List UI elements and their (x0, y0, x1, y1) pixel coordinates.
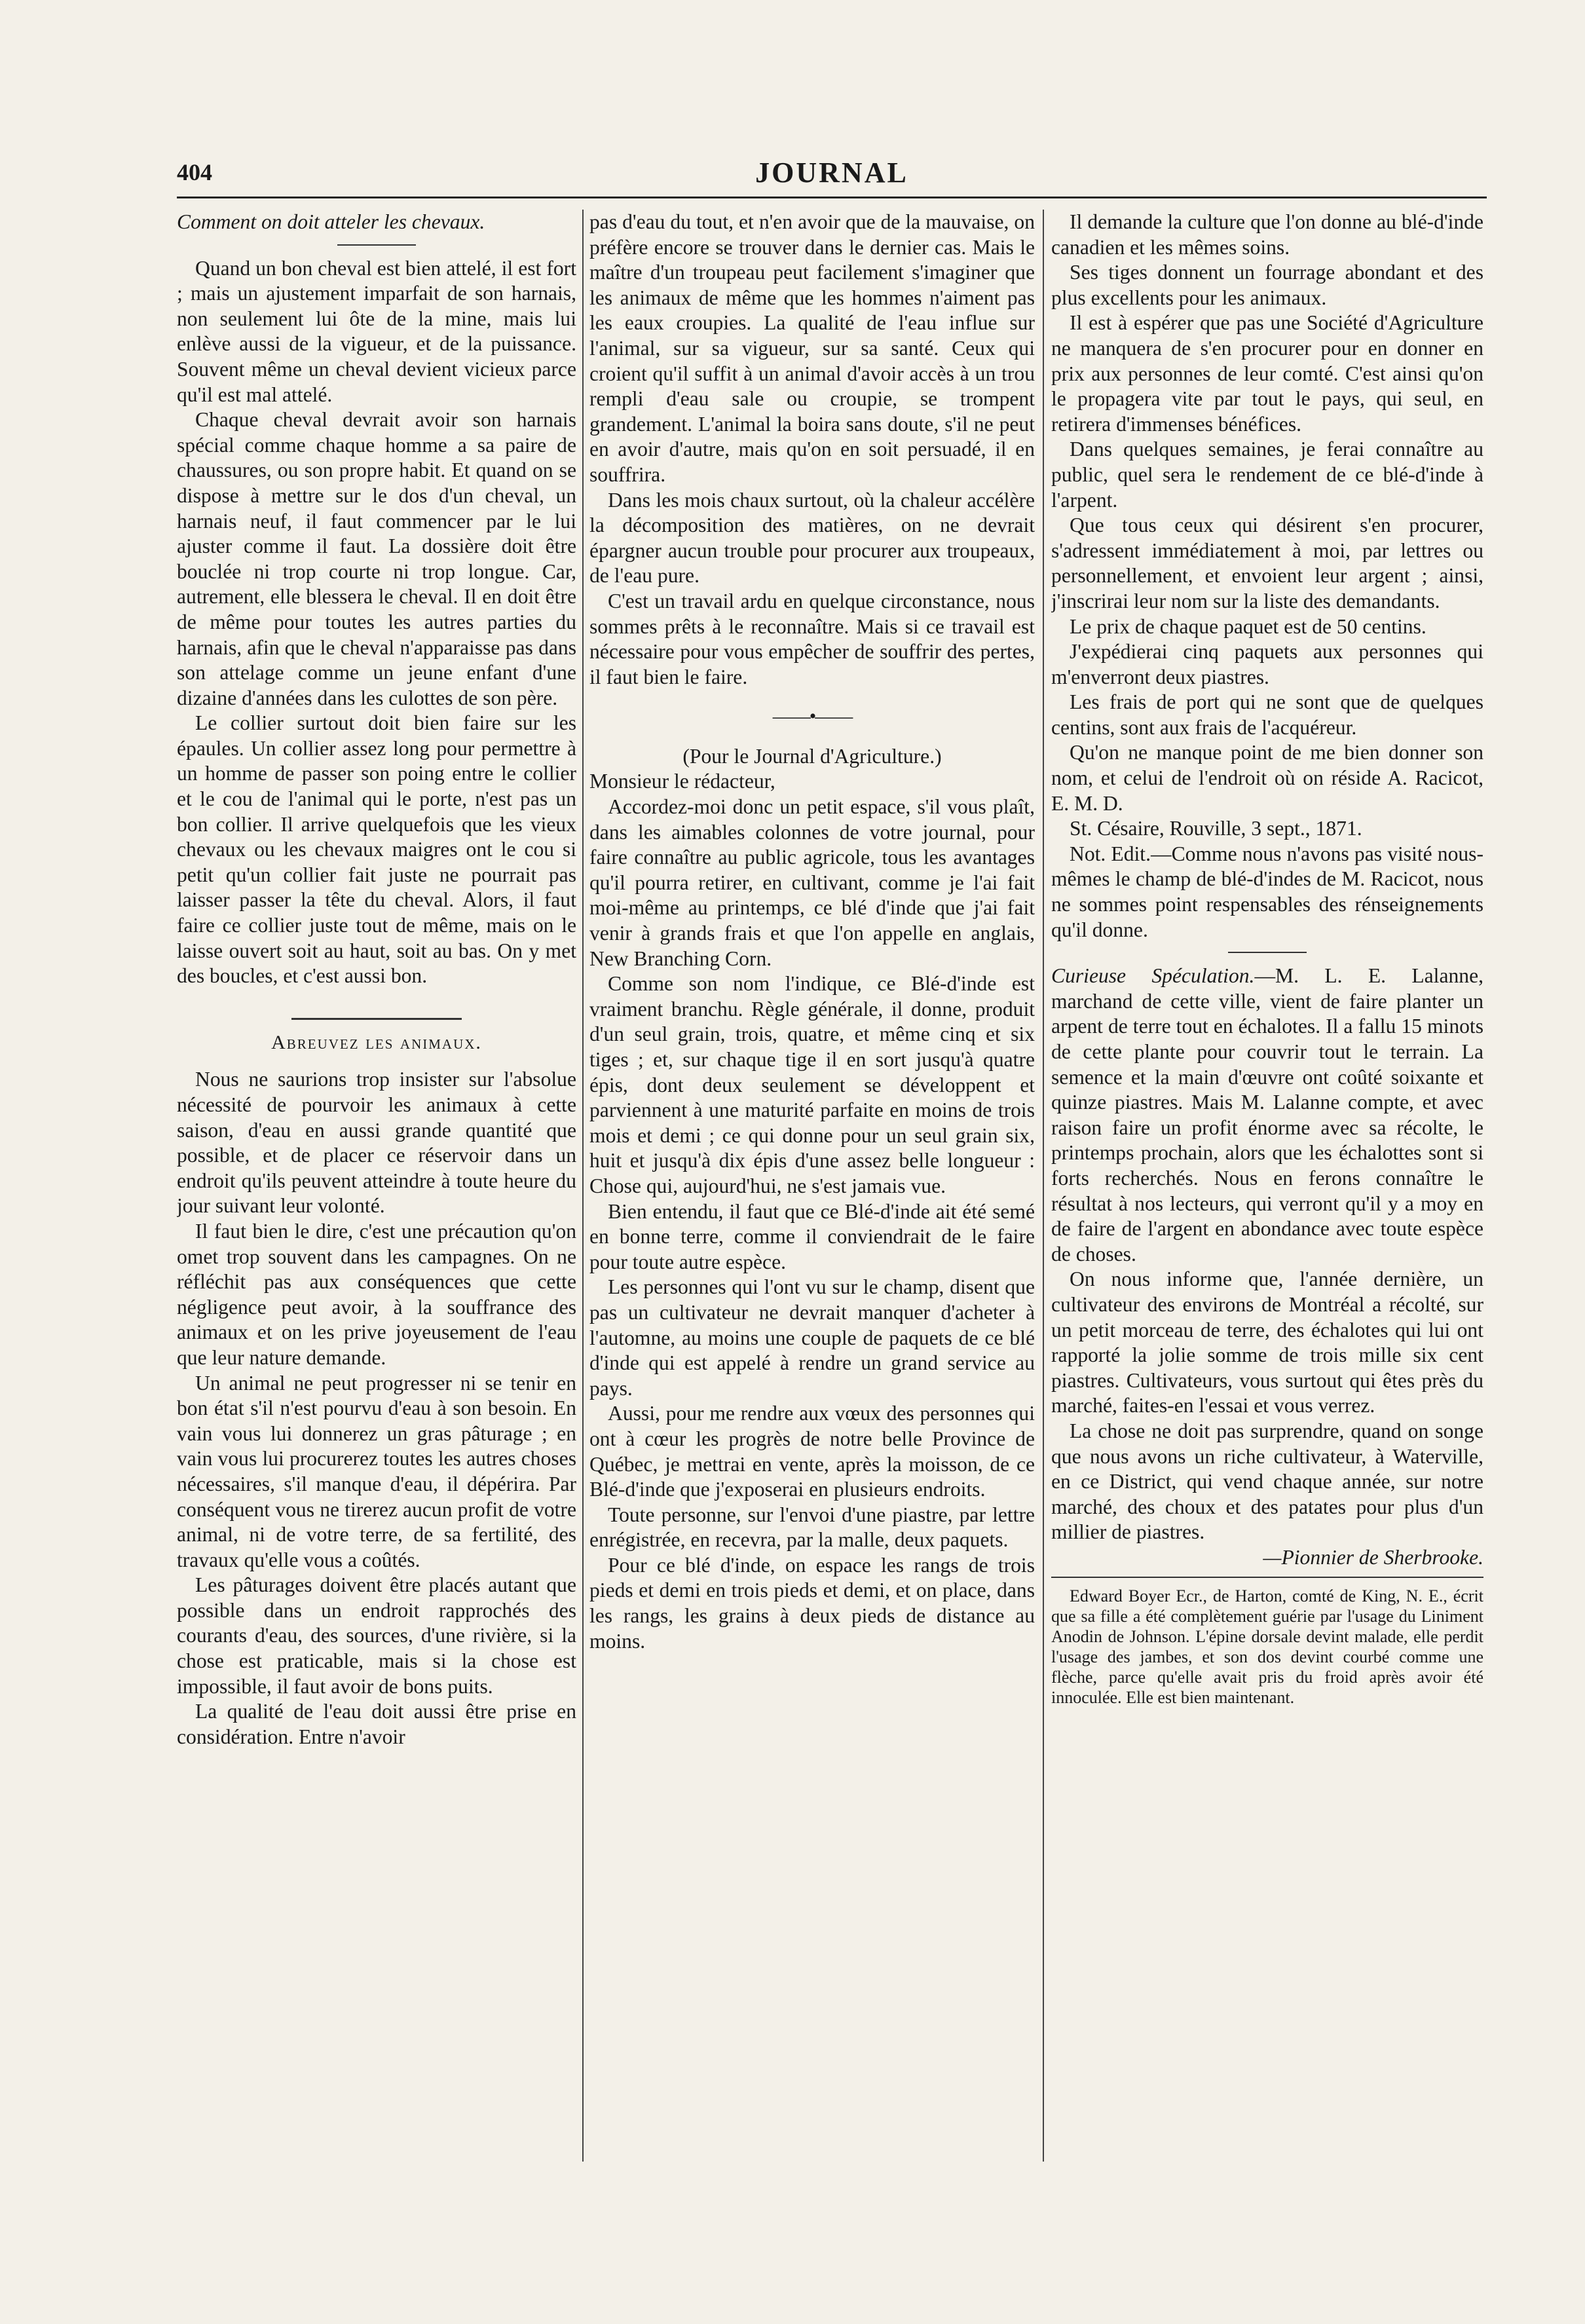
paragraph: Le collier surtout doit bien faire sur les épaules. Un collier assez long pour permettre à un homme de passer son poing entre le collier et le cou de l'animal qui le porte, n'est pas un bon collier. Il arrive quelquefois que les vieux chevaux ou les chevaux maigres ont le cou si petit qu'un collier fait juste ne pourrait pas laisser passer la tête du cheval. Alors, il faut faire ce collier juste tout de même, mais on le laisse ouvert soit au haut, soit au bas. On y met des boucles, et c'est aussi bon. (177, 711, 576, 988)
column-3 (1051, 210, 1483, 2162)
title-rule (337, 244, 416, 246)
editor-note: Not. Edit.—Comme nous n'avons pas visité nous-mêmes le champ de blé-d'indes de M. Racicot, nous ne sommes point respensables des rénseignements qu'il donne. (1051, 842, 1483, 941)
paragraph: La qualité de l'eau doit aussi être prise en considération. Entre n'avoir (177, 1700, 576, 1748)
paragraph: Il demande la culture que l'on donne au blé-d'inde canadien et les mêmes soins. (1051, 210, 1483, 259)
salutation: Monsieur le rédacteur, (589, 770, 775, 793)
journal-title: JOURNAL (755, 157, 908, 189)
paragraph: Les personnes qui l'ont vu sur le champ, disent que pas un cultivateur ne devrait manquer d'acheter à l'automne, au moins une couple de paquets de ce blé d'inde qui est appelé à rendre un grand service au pays. (589, 1275, 1035, 1400)
paragraph: Bien entendu, il faut que ce Blé-d'inde ait été semé en bonne terre, comme il conviendrait de le faire pour toute autre espèce. (589, 1199, 1035, 1273)
paragraph-text: —M. L. E. Lalanne, marchand de cette ville, vient de faire planter un arpent de terre tout en échalotes. Il a fallu 15 minots de cette plante pour couvrir tout le terrain. La semence et la main d'œuvre ont coûté soixante et quinze piastres. Mais M. Lalanne compte, et avec raison faire un profit énorme avec sa récolte, le printemps prochain, alors que les échalottes sont si forts recherchés. Nous en ferons connaître le résultat à nos lecteurs, qui verront qu'il y a moy en de faire de l'argent en abondance avec toute espèce de choses. (1051, 964, 1483, 1265)
section-title: Abreuvez les animaux. (271, 1031, 482, 1053)
paragraph: Les frais de port qui ne sont que de quelques centins, sont aux frais de l'acquéreur. (1051, 690, 1483, 739)
paragraph: Dans les mois chaux surtout, où la chaleur accélère la décomposition des matières, on ne devrait épargner aucun trouble pour procurer aux troupeaux, de l'eau pure. (589, 488, 1035, 588)
paragraph: La chose ne doit pas surprendre, quand on songe que nous avons un riche cultivateur, à Waterville, en ce District, qui vend chaque année, sur notre marché, des choux et des patates pour plus d'un millier de piastres. (1051, 1419, 1483, 1544)
paragraph: Comme son nom l'indique, ce Blé-d'inde est vraiment branchu. Règle générale, il donne, produit d'un seul grain, trois, quatre, et même cinq et six tiges ; et, sur chaque tige il en sort jusqu'à quatre épis, dont deux seulement se développent et parviennent à une maturité parfaite en moins de trois mois et demi ; ce qui donne pour un seul grain six, huit et jusqu'à dix épis d'une assez belle longueur : Chose qui, aujourd'hui, ne s'est jamais vue. (589, 972, 1035, 1197)
dateline: St. Césaire, Rouville, 3 sept., 1871. (1070, 817, 1362, 840)
paragraph: Pour ce blé d'inde, on espace les rangs de trois pieds et demi en trois pieds et demi, et on place, dans les rangs, les grains à deux pieds de distance au moins. (589, 1553, 1035, 1653)
paragraph: J'expédierai cinq paquets aux personnes qui m'enverront deux piastres. (1051, 640, 1483, 688)
paragraph: Qu'on ne manque point de me bien donner son nom, et celui de l'endroit où on réside A. Racicot, E. M. D. (1051, 741, 1483, 815)
paragraph: Le prix de chaque paquet est de 50 centins. (1070, 614, 1426, 638)
paragraph: Accordez-moi donc un petit espace, s'il vous plaît, dans les aimables colonnes de votre journal, pour faire connaître au public agricole, tous les avantages qu'il pourra retirer, en cultivant, comme je l'ai fait moi-même au printemps, ce blé d'inde que j'ai fait venir à grands frais et que l'on appelle en anglais, New Branching Corn. (589, 795, 1035, 970)
column-2 (589, 210, 1035, 2162)
header-rule (177, 197, 1487, 198)
paragraph: Un animal ne peut progresser ni se tenir en bon état s'il n'est pourvu d'eau à son besoin. En vain vous lui donnerez un gras pâturage ; en vain vous lui procurerez toutes les autres choses nécessaires, s'il manque d'eau, il dépérira. Par conséquent vous ne tirerez aucun profit de votre animal, ni de votre terre, de sa fertilité, des travaux qu'elle vous a coûtés. (177, 1371, 576, 1571)
paragraph: Que tous ceux qui désirent s'en procurer, s'adressent immédiatement à moi, par lettres ou personnellement, et envoient leur argent ; ainsi, j'inscrirai leur nom sur la liste des demandants. (1051, 514, 1483, 612)
paragraph (1051, 964, 1483, 1267)
paragraph: On nous informe que, l'année dernière, un cultivateur des environs de Montréal a récolté, sur un petit morceau de terre, des échalotes qui lui ont rapporté la jolie somme de trois mille six cent piastres. Cultivateurs, vous surtout qui êtes près du marché, faites-en l'essai et vous verrez. (1051, 1267, 1483, 1417)
paragraph: Dans quelques semaines, je ferai connaître au public, quel sera le rendement de ce blé-d'inde à l'arpent. (1051, 438, 1483, 512)
paragraph: Il est à espérer que pas une Société d'Agriculture ne manquera de s'en procurer pour en donner en prix aux personnes de leur comté. C'est ainsi qu'on le propagera vite par tout le pays, qui seul, en retirera d'immenses bénéfices. (1051, 311, 1483, 436)
paragraph: pas d'eau du tout, et n'en avoir que de la mauvaise, on préfère encore se trouver dans le dernier cas. Mais le maître d'un troupeau peut facilement s'imaginer que les animaux de même que les hommes n'aiment pas les eaux croupies. La qualité de l'eau influe sur l'animal, sur sa vigueur, sur sa santé. Ceux qui croient qu'il suffit à un animal d'avoir accès à un trou rempli d'eau sale ou croupie, se trompent grandement. L'animal la boira sans doute, s'il ne peut en avoir d'autre, mais qu'on en soit persuadé, il en souffrira. (589, 210, 1035, 486)
paragraph: Toute personne, sur l'envoi d'une piastre, par lettre enrégistrée, en recevra, par la malle, deux paquets. (589, 1503, 1035, 1552)
paragraph: Il faut bien le dire, c'est une précaution qu'on omet trop souvent dans les campagnes. On ne réfléchit pas aux conséquences que cette négligence peut avoir, à la souffrance des animaux et on les prive joyeusement de l'eau que leur nature demande. (177, 1219, 576, 1369)
section-rule (291, 1018, 462, 1020)
article-title: Comment on doit atteler les chevaux. (177, 210, 485, 233)
notice: Edward Boyer Ecr., de Harton, comté de King, N. E., écrit que sa fille a été complètement guérie par l'usage du Liniment Anodin de Johnson. L'épine dorsale devint malade, elle perdit l'usage des jambes, et son dos devint courbé comme une flèche, parce qu'elle avait pris du froid après avoir été innoculée. Elle est bien maintenant. (1051, 1586, 1483, 1708)
page-header (177, 152, 1487, 198)
paragraph: Ses tiges donnent un fourrage abondant et des plus excellents pour les animaux. (1051, 261, 1483, 309)
section-rule (1228, 952, 1307, 953)
paragraph: Nous ne saurions trop insister sur l'absolue nécessité de pourvoir les animaux à cette saison, d'eau en aussi grande quantité que possible, et de placer ce réservoir dans un endroit qu'ils peuvent atteindre à toute heure du jour suivant leur volonté. (177, 1068, 576, 1218)
column-divider-1 (582, 210, 584, 2162)
paragraph: Quand un bon cheval est bien attelé, il est fort ; mais un ajustement imparfait de son harnais, non seulement lui ôte de la mine, mais lui enlève aussi de la vigueur, et de la puissance. Souvent même un cheval devient vicieux parce qu'il est mal attelé. (177, 256, 576, 406)
ornament-rule: ——•—— (772, 705, 852, 728)
section-title: Curieuse Spéculation. (1051, 964, 1255, 988)
letter-heading: (Pour le Journal d'Agriculture.) (682, 744, 942, 768)
column-1 (177, 210, 576, 2162)
column-divider-2 (1043, 210, 1044, 2162)
notice-rule (1051, 1577, 1483, 1578)
signature: —Pionnier de Sherbrooke. (1263, 1545, 1483, 1569)
paragraph: Aussi, pour me rendre aux vœux des personnes qui ont à cœur les progrès de notre belle Province de Québec, je mettrai en vente, après la moisson, de ce Blé-d'inde que j'exposerai en plusieurs endroits. (589, 1402, 1035, 1501)
paragraph: Chaque cheval devrait avoir son harnais spécial comme chaque homme a sa paire de chaussures, ou son propre habit. Et quand on se dispose à mettre sur le dos d'un cheval, un harnais neuf, il faut commencer par le lui ajuster comme il faut. La dossière doit être bouclée ni trop courte ni trop longue. Car, autrement, elle blessera le cheval. Il en doit être de même pour toutes les autres parties du harnais, afin que le cheval n'apparaisse pas dans son attelage comme un jeune enfant d'une dizaine d'années dans les culottes de son père. (177, 408, 576, 709)
page-number: 404 (177, 159, 212, 185)
paragraph: C'est un travail ardu en quelque circonstance, nous sommes prêts à le reconnaître. Mais si ce travail est nécessaire pour vous empêcher de souffrir des pertes, il faut bien le faire. (589, 589, 1035, 688)
paragraph: Les pâturages doivent être placés autant que possible dans un endroit rapprochés des courants d'eau, des sources, d'une rivière, si la chose est praticable, mais si la chose est impossible, il faut avoir de bons puits. (177, 1573, 576, 1698)
